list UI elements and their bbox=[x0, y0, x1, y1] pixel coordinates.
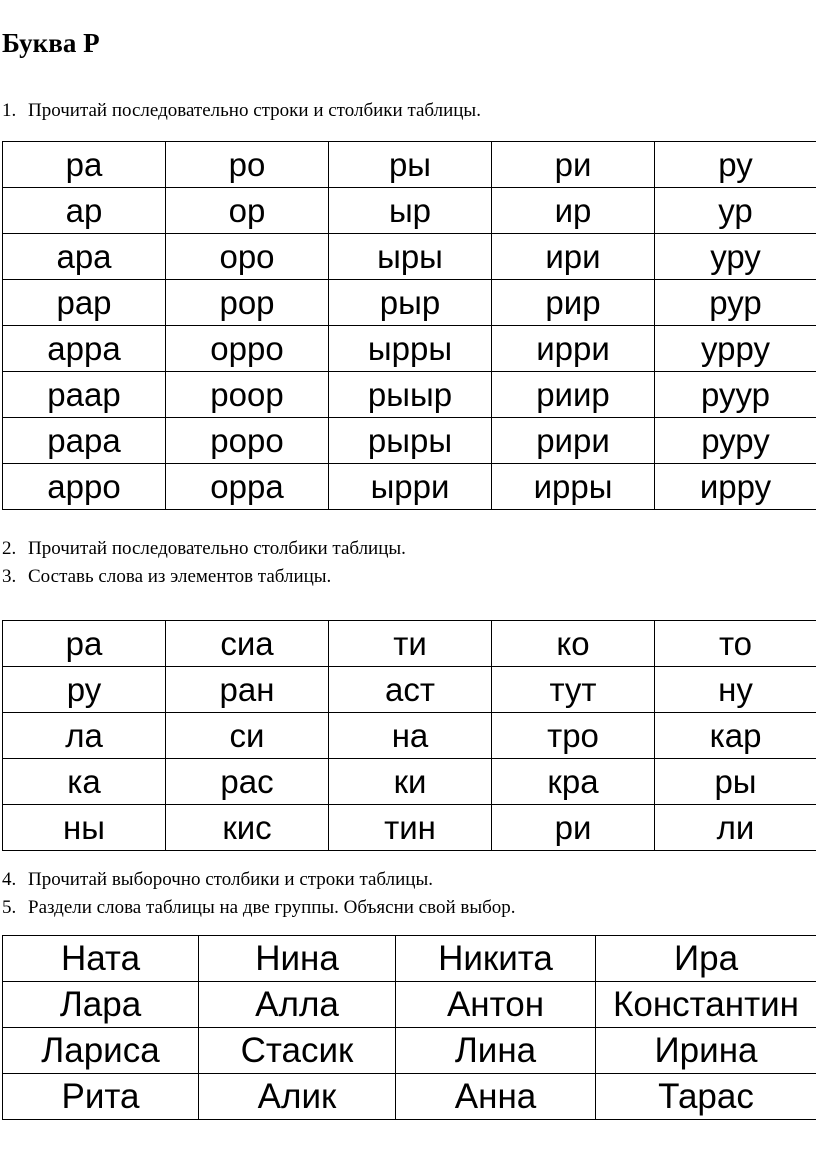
table-cell: орра bbox=[166, 464, 329, 510]
table-cell: Константин bbox=[596, 982, 816, 1028]
table-cell: ры bbox=[655, 759, 816, 805]
table-cell: ру bbox=[655, 142, 816, 188]
task-text: Раздели слова таблицы на две группы. Объясни свой выбор. bbox=[28, 897, 516, 918]
table-row bbox=[3, 667, 816, 713]
task-4 bbox=[2, 869, 433, 891]
table-cell: Алик bbox=[199, 1074, 396, 1120]
table-cell: арра bbox=[3, 326, 166, 372]
table-cell: роор bbox=[166, 372, 329, 418]
table-cell: уру bbox=[655, 234, 816, 280]
table-cell: ирру bbox=[655, 464, 816, 510]
table-cell: ла bbox=[3, 713, 166, 759]
table-cell: ри bbox=[492, 142, 655, 188]
table-cell: Антон bbox=[396, 982, 596, 1028]
table-cell: ар bbox=[3, 188, 166, 234]
task-text: Прочитай последовательно столбики таблицы. bbox=[28, 538, 406, 559]
table-cell: ну bbox=[655, 667, 816, 713]
task-number: 2. bbox=[2, 538, 17, 559]
table-cell: то bbox=[655, 621, 816, 667]
table-cell: раар bbox=[3, 372, 166, 418]
table-cell: Ирина bbox=[596, 1028, 816, 1074]
table-cell: ран bbox=[166, 667, 329, 713]
table-cell: рас bbox=[166, 759, 329, 805]
table-cell: ири bbox=[492, 234, 655, 280]
task-number: 4. bbox=[2, 869, 17, 890]
task-1 bbox=[2, 100, 481, 122]
task-text: Прочитай последовательно строки и столбики таблицы. bbox=[28, 100, 481, 121]
table-cell: Стасик bbox=[199, 1028, 396, 1074]
table-row bbox=[3, 713, 816, 759]
table-cell: ка bbox=[3, 759, 166, 805]
table-cell: кар bbox=[655, 713, 816, 759]
table-cell: Ира bbox=[596, 936, 816, 982]
table-cell: орро bbox=[166, 326, 329, 372]
table-cell: ур bbox=[655, 188, 816, 234]
table-cell: ра bbox=[3, 142, 166, 188]
table-row bbox=[3, 326, 816, 372]
table-cell: ыр bbox=[329, 188, 492, 234]
task-number: 1. bbox=[2, 100, 17, 121]
table-cell: ли bbox=[655, 805, 816, 851]
table-cell: риир bbox=[492, 372, 655, 418]
table-cell: Лина bbox=[396, 1028, 596, 1074]
table-cell: на bbox=[329, 713, 492, 759]
syllable-table-1 bbox=[2, 141, 816, 510]
table-cell: Никита bbox=[396, 936, 596, 982]
table-cell: ра bbox=[3, 621, 166, 667]
table-row bbox=[3, 759, 816, 805]
table-cell: Нина bbox=[199, 936, 396, 982]
table-row bbox=[3, 464, 816, 510]
table-cell: оро bbox=[166, 234, 329, 280]
table-row bbox=[3, 188, 816, 234]
table-cell: рара bbox=[3, 418, 166, 464]
table-cell: ти bbox=[329, 621, 492, 667]
table-row bbox=[3, 621, 816, 667]
table-cell: ырры bbox=[329, 326, 492, 372]
task-3 bbox=[2, 566, 331, 588]
table-cell: Ната bbox=[3, 936, 199, 982]
table-cell: ро bbox=[166, 142, 329, 188]
table-cell: ир bbox=[492, 188, 655, 234]
table-row bbox=[3, 372, 816, 418]
table-cell: сиа bbox=[166, 621, 329, 667]
table-cell: рур bbox=[655, 280, 816, 326]
table-row bbox=[3, 936, 816, 982]
task-text: Составь слова из элементов таблицы. bbox=[28, 566, 332, 587]
table-cell: урру bbox=[655, 326, 816, 372]
table-cell: рыры bbox=[329, 418, 492, 464]
table-cell: роро bbox=[166, 418, 329, 464]
table-row bbox=[3, 142, 816, 188]
table-row bbox=[3, 1028, 816, 1074]
task-5 bbox=[2, 897, 516, 919]
table-cell: арро bbox=[3, 464, 166, 510]
table-cell: рор bbox=[166, 280, 329, 326]
task-2 bbox=[2, 538, 406, 560]
table-row bbox=[3, 418, 816, 464]
table-cell: кис bbox=[166, 805, 329, 851]
table-cell: ры bbox=[329, 142, 492, 188]
table-cell: Тарас bbox=[596, 1074, 816, 1120]
table-cell: ирры bbox=[492, 464, 655, 510]
table-cell: рыыр bbox=[329, 372, 492, 418]
table-row bbox=[3, 805, 816, 851]
table-row bbox=[3, 234, 816, 280]
table-cell: Анна bbox=[396, 1074, 596, 1120]
table-row bbox=[3, 1074, 816, 1120]
table-cell: Алла bbox=[199, 982, 396, 1028]
task-text: Прочитай выборочно столбики и строки таблицы. bbox=[28, 869, 433, 890]
table-cell: тин bbox=[329, 805, 492, 851]
table-cell: ри bbox=[492, 805, 655, 851]
task-number: 3. bbox=[2, 566, 17, 587]
table-cell: ыры bbox=[329, 234, 492, 280]
table-cell: ко bbox=[492, 621, 655, 667]
table-cell: рири bbox=[492, 418, 655, 464]
table-cell: ор bbox=[166, 188, 329, 234]
table-cell: ырри bbox=[329, 464, 492, 510]
table-cell: ирри bbox=[492, 326, 655, 372]
table-cell: тут bbox=[492, 667, 655, 713]
table-cell: рир bbox=[492, 280, 655, 326]
table-cell: тро bbox=[492, 713, 655, 759]
table-cell: ара bbox=[3, 234, 166, 280]
page-title: Буква Р bbox=[2, 28, 100, 58]
table-cell: кра bbox=[492, 759, 655, 805]
task-number: 5. bbox=[2, 897, 17, 918]
table-row bbox=[3, 280, 816, 326]
table-cell: си bbox=[166, 713, 329, 759]
table-cell: рар bbox=[3, 280, 166, 326]
table-cell: руур bbox=[655, 372, 816, 418]
table-cell: руру bbox=[655, 418, 816, 464]
names-table bbox=[2, 935, 816, 1120]
table-cell: ки bbox=[329, 759, 492, 805]
syllable-table-2 bbox=[2, 620, 816, 851]
table-cell: рыр bbox=[329, 280, 492, 326]
table-cell: Рита bbox=[3, 1074, 199, 1120]
table-cell: ны bbox=[3, 805, 166, 851]
table-cell: Лара bbox=[3, 982, 199, 1028]
table-cell: Лариса bbox=[3, 1028, 199, 1074]
table-row bbox=[3, 982, 816, 1028]
table-cell: аст bbox=[329, 667, 492, 713]
table-cell: ру bbox=[3, 667, 166, 713]
